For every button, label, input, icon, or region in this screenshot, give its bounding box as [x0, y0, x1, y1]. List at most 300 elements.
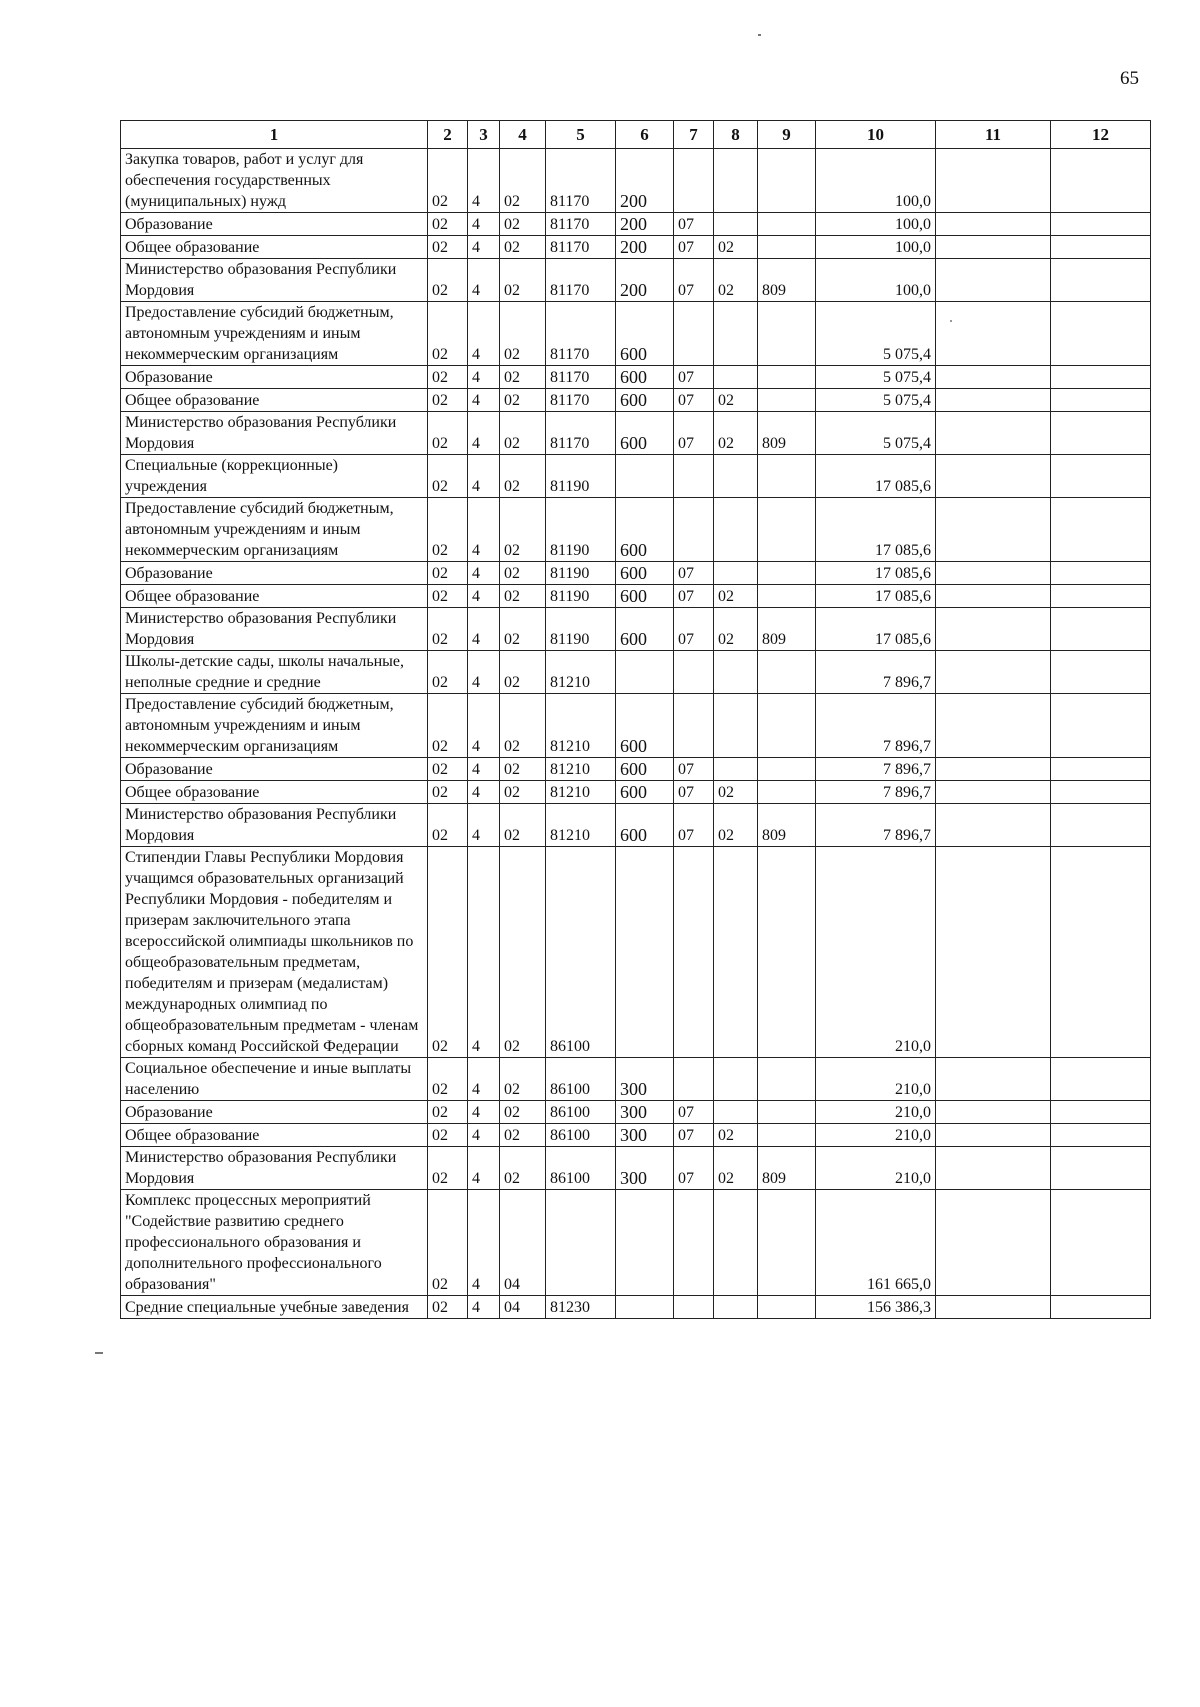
cell-col-3: 4	[468, 562, 500, 585]
cell-col-4: 02	[500, 758, 546, 781]
cell-col-9: 809	[758, 412, 816, 455]
cell-col-7	[674, 651, 714, 694]
cell-col-3: 4	[468, 366, 500, 389]
cell-col-7: 07	[674, 412, 714, 455]
cell-col-2: 02	[428, 585, 468, 608]
cell-col-11	[936, 608, 1051, 651]
cell-col-4: 02	[500, 1101, 546, 1124]
cell-col-4: 02	[500, 585, 546, 608]
cell-col-7	[674, 1058, 714, 1101]
cell-col-2: 02	[428, 1147, 468, 1190]
cell-col-12	[1051, 608, 1151, 651]
table-row	[121, 1296, 1151, 1319]
cell-col-3: 4	[468, 608, 500, 651]
header-row	[121, 121, 1151, 149]
row-description: Общее образование	[121, 585, 428, 608]
cell-col-2: 02	[428, 366, 468, 389]
cell-col-5: 81190	[546, 498, 616, 562]
cell-col-6: 600	[616, 758, 674, 781]
cell-col-6: 600	[616, 366, 674, 389]
cell-col-9	[758, 1058, 816, 1101]
row-description: Министерство образования Республики Мордовия	[121, 1147, 428, 1190]
cell-col-12	[1051, 847, 1151, 1058]
row-description: Образование	[121, 1101, 428, 1124]
cell-col-2: 02	[428, 562, 468, 585]
cell-col-5: 86100	[546, 847, 616, 1058]
cell-col-10: 210,0	[816, 1058, 936, 1101]
cell-col-8	[714, 213, 758, 236]
cell-col-4: 02	[500, 213, 546, 236]
cell-col-6: 600	[616, 608, 674, 651]
table-row	[121, 213, 1151, 236]
cell-col-4: 02	[500, 1124, 546, 1147]
cell-col-9	[758, 236, 816, 259]
cell-col-9: 809	[758, 1147, 816, 1190]
cell-col-7	[674, 149, 714, 213]
cell-col-10: 100,0	[816, 259, 936, 302]
cell-col-2: 02	[428, 455, 468, 498]
cell-col-11	[936, 758, 1051, 781]
cell-col-6: 300	[616, 1058, 674, 1101]
cell-col-11	[936, 389, 1051, 412]
cell-col-2: 02	[428, 847, 468, 1058]
cell-col-10: 100,0	[816, 236, 936, 259]
cell-col-2: 02	[428, 1190, 468, 1296]
cell-col-2: 02	[428, 651, 468, 694]
cell-col-11	[936, 781, 1051, 804]
cell-col-8: 02	[714, 412, 758, 455]
table-row	[121, 758, 1151, 781]
cell-col-8	[714, 847, 758, 1058]
cell-col-8: 02	[714, 389, 758, 412]
column-header-4: 4	[500, 121, 546, 149]
cell-col-9	[758, 213, 816, 236]
cell-col-7: 07	[674, 585, 714, 608]
cell-col-6: 600	[616, 302, 674, 366]
cell-col-4: 02	[500, 651, 546, 694]
cell-col-5: 81170	[546, 366, 616, 389]
cell-col-9	[758, 455, 816, 498]
cell-col-5: 81170	[546, 236, 616, 259]
cell-col-3: 4	[468, 149, 500, 213]
scan-speck	[95, 1352, 103, 1354]
cell-col-12	[1051, 1124, 1151, 1147]
row-description: Образование	[121, 213, 428, 236]
cell-col-3: 4	[468, 1101, 500, 1124]
cell-col-7	[674, 1190, 714, 1296]
cell-col-2: 02	[428, 213, 468, 236]
cell-col-3: 4	[468, 1058, 500, 1101]
cell-col-5: 81210	[546, 694, 616, 758]
column-header-10: 10	[816, 121, 936, 149]
cell-col-12	[1051, 651, 1151, 694]
cell-col-2: 02	[428, 302, 468, 366]
cell-col-4: 02	[500, 498, 546, 562]
page-number: 65	[1120, 68, 1139, 89]
cell-col-12	[1051, 758, 1151, 781]
cell-col-3: 4	[468, 1296, 500, 1319]
cell-col-11	[936, 213, 1051, 236]
cell-col-5: 81170	[546, 302, 616, 366]
cell-col-2: 02	[428, 804, 468, 847]
cell-col-11	[936, 302, 1051, 366]
cell-col-6: 600	[616, 781, 674, 804]
cell-col-11	[936, 455, 1051, 498]
cell-col-9	[758, 389, 816, 412]
cell-col-12	[1051, 149, 1151, 213]
table-row	[121, 608, 1151, 651]
cell-col-3: 4	[468, 302, 500, 366]
cell-col-5: 81210	[546, 758, 616, 781]
cell-col-5: 81190	[546, 562, 616, 585]
cell-col-7: 07	[674, 781, 714, 804]
row-description: Общее образование	[121, 1124, 428, 1147]
cell-col-11	[936, 562, 1051, 585]
cell-col-6: 300	[616, 1101, 674, 1124]
cell-col-12	[1051, 236, 1151, 259]
cell-col-8	[714, 1296, 758, 1319]
cell-col-5: 81170	[546, 213, 616, 236]
cell-col-4: 02	[500, 804, 546, 847]
cell-col-10: 17 085,6	[816, 498, 936, 562]
cell-col-3: 4	[468, 847, 500, 1058]
table-row	[121, 804, 1151, 847]
cell-col-12	[1051, 781, 1151, 804]
cell-col-6	[616, 1296, 674, 1319]
row-description: Предоставление субсидий бюджетным, автономным учреждениям и иным некоммерческим организациям	[121, 498, 428, 562]
cell-col-12	[1051, 389, 1151, 412]
cell-col-10: 100,0	[816, 213, 936, 236]
cell-col-2: 02	[428, 781, 468, 804]
cell-col-2: 02	[428, 608, 468, 651]
cell-col-5: 81210	[546, 651, 616, 694]
table-row	[121, 585, 1151, 608]
table-row	[121, 302, 1151, 366]
cell-col-9	[758, 847, 816, 1058]
cell-col-4: 02	[500, 455, 546, 498]
cell-col-2: 02	[428, 259, 468, 302]
cell-col-10: 5 075,4	[816, 389, 936, 412]
cell-col-2: 02	[428, 236, 468, 259]
cell-col-4: 02	[500, 781, 546, 804]
cell-col-3: 4	[468, 498, 500, 562]
cell-col-4: 02	[500, 608, 546, 651]
cell-col-6: 200	[616, 236, 674, 259]
table-row	[121, 847, 1151, 1058]
column-header-2: 2	[428, 121, 468, 149]
row-description: Закупка товаров, работ и услуг для обеспечения государственных (муниципальных) нужд	[121, 149, 428, 213]
cell-col-6: 600	[616, 694, 674, 758]
cell-col-6	[616, 651, 674, 694]
cell-col-3: 4	[468, 259, 500, 302]
cell-col-8	[714, 1190, 758, 1296]
cell-col-8	[714, 366, 758, 389]
cell-col-5: 81170	[546, 259, 616, 302]
table-row	[121, 1124, 1151, 1147]
cell-col-5: 81170	[546, 412, 616, 455]
cell-col-3: 4	[468, 412, 500, 455]
cell-col-11	[936, 694, 1051, 758]
cell-col-6: 200	[616, 149, 674, 213]
cell-col-3: 4	[468, 1190, 500, 1296]
cell-col-5: 86100	[546, 1124, 616, 1147]
table-row	[121, 1190, 1151, 1296]
column-header-12: 12	[1051, 121, 1151, 149]
table-row	[121, 1147, 1151, 1190]
row-description: Общее образование	[121, 781, 428, 804]
cell-col-11	[936, 236, 1051, 259]
cell-col-10: 7 896,7	[816, 804, 936, 847]
cell-col-12	[1051, 366, 1151, 389]
cell-col-11	[936, 847, 1051, 1058]
cell-col-12	[1051, 498, 1151, 562]
cell-col-7	[674, 694, 714, 758]
column-header-5: 5	[546, 121, 616, 149]
cell-col-11	[936, 1058, 1051, 1101]
cell-col-8	[714, 562, 758, 585]
cell-col-11	[936, 585, 1051, 608]
cell-col-8: 02	[714, 236, 758, 259]
cell-col-2: 02	[428, 412, 468, 455]
cell-col-7: 07	[674, 1124, 714, 1147]
row-description: Предоставление субсидий бюджетным, автономным учреждениям и иным некоммерческим организациям	[121, 694, 428, 758]
cell-col-10: 17 085,6	[816, 585, 936, 608]
row-description: Средние специальные учебные заведения	[121, 1296, 428, 1319]
cell-col-8: 02	[714, 259, 758, 302]
cell-col-8	[714, 1101, 758, 1124]
cell-col-12	[1051, 694, 1151, 758]
cell-col-9	[758, 1101, 816, 1124]
row-description: Образование	[121, 562, 428, 585]
cell-col-10: 161 665,0	[816, 1190, 936, 1296]
cell-col-9	[758, 758, 816, 781]
cell-col-4: 02	[500, 236, 546, 259]
cell-col-12	[1051, 1147, 1151, 1190]
table-body	[121, 149, 1151, 1319]
column-header-6: 6	[616, 121, 674, 149]
cell-col-5: 81230	[546, 1296, 616, 1319]
column-header-1: 1	[121, 121, 428, 149]
cell-col-10: 17 085,6	[816, 455, 936, 498]
cell-col-9	[758, 498, 816, 562]
cell-col-8	[714, 758, 758, 781]
cell-col-12	[1051, 412, 1151, 455]
cell-col-6: 600	[616, 412, 674, 455]
cell-col-5: 81210	[546, 804, 616, 847]
cell-col-9: 809	[758, 259, 816, 302]
cell-col-4: 02	[500, 259, 546, 302]
cell-col-3: 4	[468, 1147, 500, 1190]
cell-col-3: 4	[468, 758, 500, 781]
cell-col-12	[1051, 562, 1151, 585]
cell-col-4: 02	[500, 366, 546, 389]
cell-col-11	[936, 498, 1051, 562]
cell-col-7: 07	[674, 213, 714, 236]
cell-col-4: 02	[500, 1147, 546, 1190]
cell-col-2: 02	[428, 498, 468, 562]
cell-col-6: 200	[616, 259, 674, 302]
cell-col-10: 7 896,7	[816, 694, 936, 758]
column-header-8: 8	[714, 121, 758, 149]
cell-col-9	[758, 562, 816, 585]
cell-col-9	[758, 302, 816, 366]
cell-col-12	[1051, 213, 1151, 236]
cell-col-6	[616, 1190, 674, 1296]
cell-col-8: 02	[714, 1124, 758, 1147]
table-row	[121, 498, 1151, 562]
cell-col-5: 81190	[546, 608, 616, 651]
cell-col-7	[674, 847, 714, 1058]
cell-col-6: 600	[616, 389, 674, 412]
cell-col-8: 02	[714, 781, 758, 804]
cell-col-3: 4	[468, 389, 500, 412]
cell-col-3: 4	[468, 236, 500, 259]
cell-col-6	[616, 847, 674, 1058]
cell-col-7: 07	[674, 804, 714, 847]
table-row	[121, 781, 1151, 804]
cell-col-3: 4	[468, 804, 500, 847]
scan-speck	[758, 34, 761, 36]
cell-col-2: 02	[428, 1058, 468, 1101]
cell-col-11	[936, 1190, 1051, 1296]
column-header-7: 7	[674, 121, 714, 149]
cell-col-11	[936, 1147, 1051, 1190]
cell-col-9	[758, 1190, 816, 1296]
cell-col-9	[758, 366, 816, 389]
cell-col-2: 02	[428, 694, 468, 758]
cell-col-10: 17 085,6	[816, 562, 936, 585]
cell-col-11	[936, 651, 1051, 694]
cell-col-11	[936, 1296, 1051, 1319]
cell-col-5: 86100	[546, 1058, 616, 1101]
cell-col-5: 81170	[546, 149, 616, 213]
row-description: Социальное обеспечение и иные выплаты населению	[121, 1058, 428, 1101]
cell-col-11	[936, 1124, 1051, 1147]
cell-col-10: 210,0	[816, 1147, 936, 1190]
row-description: Предоставление субсидий бюджетным, автономным учреждениям и иным некоммерческим организациям	[121, 302, 428, 366]
cell-col-10: 100,0	[816, 149, 936, 213]
cell-col-8	[714, 694, 758, 758]
cell-col-6: 600	[616, 804, 674, 847]
cell-col-7	[674, 1296, 714, 1319]
cell-col-9	[758, 781, 816, 804]
cell-col-6: 200	[616, 213, 674, 236]
cell-col-12	[1051, 1190, 1151, 1296]
cell-col-4: 04	[500, 1296, 546, 1319]
cell-col-8	[714, 1058, 758, 1101]
cell-col-7	[674, 455, 714, 498]
cell-col-10: 7 896,7	[816, 651, 936, 694]
cell-col-5	[546, 1190, 616, 1296]
cell-col-4: 02	[500, 389, 546, 412]
cell-col-7: 07	[674, 608, 714, 651]
cell-col-9	[758, 694, 816, 758]
row-description: Общее образование	[121, 236, 428, 259]
table-row	[121, 694, 1151, 758]
cell-col-6: 300	[616, 1147, 674, 1190]
cell-col-9: 809	[758, 804, 816, 847]
cell-col-7: 07	[674, 259, 714, 302]
cell-col-3: 4	[468, 1124, 500, 1147]
cell-col-11	[936, 149, 1051, 213]
cell-col-7: 07	[674, 758, 714, 781]
row-description: Министерство образования Республики Мордовия	[121, 608, 428, 651]
cell-col-7: 07	[674, 1147, 714, 1190]
cell-col-10: 7 896,7	[816, 781, 936, 804]
cell-col-3: 4	[468, 455, 500, 498]
cell-col-5: 81210	[546, 781, 616, 804]
cell-col-3: 4	[468, 694, 500, 758]
cell-col-9	[758, 1296, 816, 1319]
cell-col-10: 210,0	[816, 1124, 936, 1147]
row-description: Школы-детские сады, школы начальные, неполные средние и средние	[121, 651, 428, 694]
cell-col-7	[674, 302, 714, 366]
row-description: Комплекс процессных мероприятий "Содействие развитию среднего профессионального образования и дополнительного профессионального образования"	[121, 1190, 428, 1296]
cell-col-10: 210,0	[816, 1101, 936, 1124]
cell-col-10: 5 075,4	[816, 412, 936, 455]
cell-col-7: 07	[674, 236, 714, 259]
cell-col-10: 156 386,3	[816, 1296, 936, 1319]
cell-col-6: 600	[616, 585, 674, 608]
column-header-9: 9	[758, 121, 816, 149]
table-row	[121, 149, 1151, 213]
table-row	[121, 236, 1151, 259]
cell-col-4: 02	[500, 149, 546, 213]
cell-col-4: 02	[500, 1058, 546, 1101]
cell-col-9	[758, 651, 816, 694]
table-row	[121, 455, 1151, 498]
row-description: Специальные (коррекционные) учреждения	[121, 455, 428, 498]
cell-col-6: 600	[616, 562, 674, 585]
cell-col-3: 4	[468, 781, 500, 804]
table-row	[121, 651, 1151, 694]
cell-col-8	[714, 498, 758, 562]
cell-col-4: 02	[500, 562, 546, 585]
table-row	[121, 412, 1151, 455]
cell-col-9	[758, 149, 816, 213]
cell-col-12	[1051, 1058, 1151, 1101]
cell-col-12	[1051, 302, 1151, 366]
cell-col-12	[1051, 259, 1151, 302]
cell-col-6: 300	[616, 1124, 674, 1147]
cell-col-6: 600	[616, 498, 674, 562]
cell-col-8	[714, 149, 758, 213]
cell-col-8	[714, 302, 758, 366]
cell-col-9	[758, 585, 816, 608]
cell-col-3: 4	[468, 651, 500, 694]
cell-col-10: 5 075,4	[816, 366, 936, 389]
cell-col-3: 4	[468, 213, 500, 236]
table-row	[121, 1101, 1151, 1124]
cell-col-8	[714, 651, 758, 694]
row-description: Общее образование	[121, 389, 428, 412]
table-row	[121, 259, 1151, 302]
cell-col-7: 07	[674, 389, 714, 412]
cell-col-5: 86100	[546, 1101, 616, 1124]
cell-col-8: 02	[714, 608, 758, 651]
cell-col-5: 81170	[546, 389, 616, 412]
cell-col-10: 17 085,6	[816, 608, 936, 651]
budget-table	[120, 120, 1151, 1319]
cell-col-12	[1051, 455, 1151, 498]
cell-col-2: 02	[428, 1296, 468, 1319]
table-row	[121, 1058, 1151, 1101]
row-description: Министерство образования Республики Мордовия	[121, 259, 428, 302]
row-description: Стипендии Главы Республики Мордовия учащимся образовательных организаций Республики Мордовия - победителям и призерам заключительного этапа всероссийской олимпиады школьников по общеобразовательным предметам, победителям и призерам (медалистам) международных олимпиад по общеобразовательным предметам - членам сборных команд Российской Федерации	[121, 847, 428, 1058]
cell-col-9	[758, 1124, 816, 1147]
cell-col-11	[936, 412, 1051, 455]
cell-col-8: 02	[714, 804, 758, 847]
